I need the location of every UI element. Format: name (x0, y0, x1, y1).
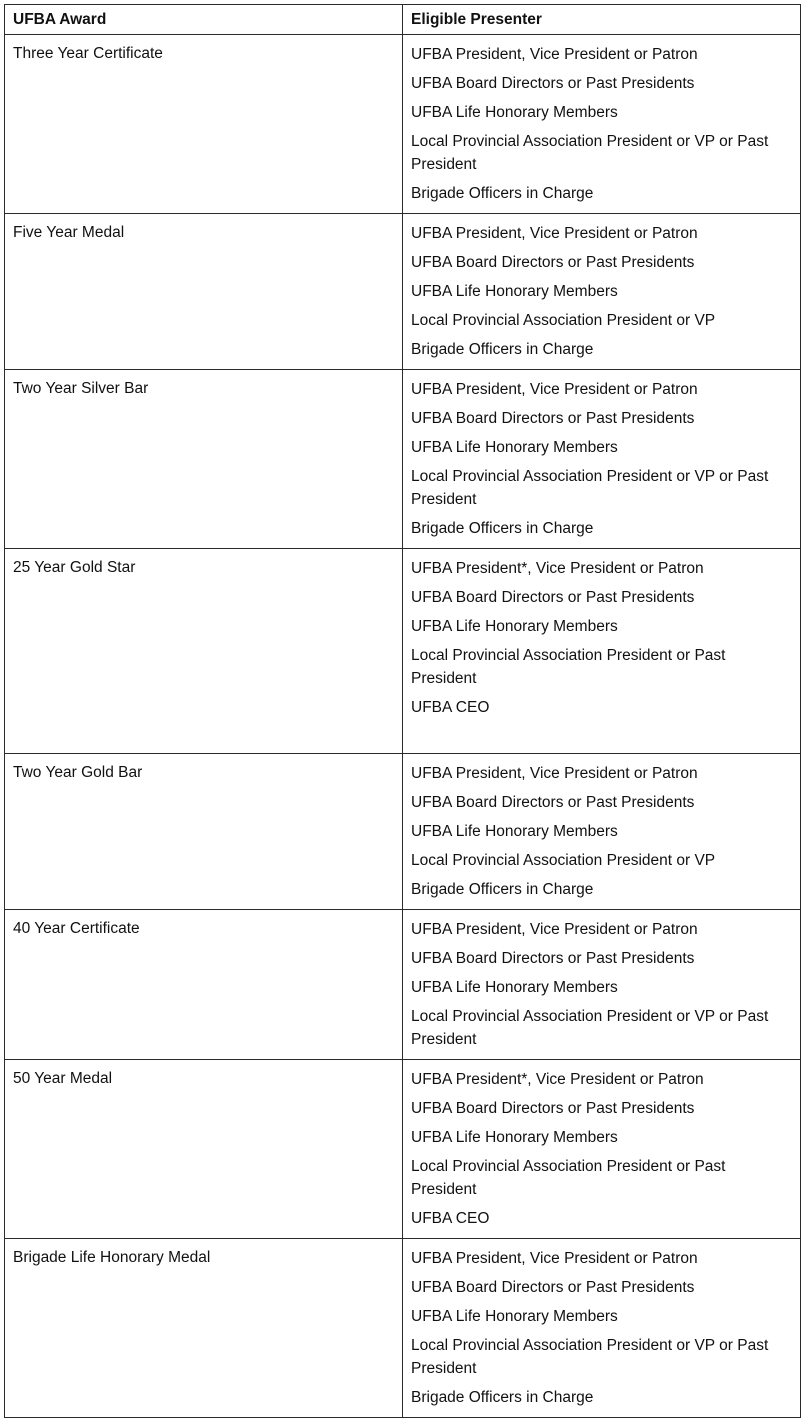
presenter-list (403, 549, 801, 754)
award-name: Two Year Gold Bar (5, 754, 403, 910)
empty-line (411, 725, 792, 749)
presenter-list (403, 754, 801, 910)
presenter-item: UFBA Life Honorary Members (411, 1308, 618, 1325)
presenter-list (403, 1060, 801, 1239)
presenter-item: Local Provincial Association President or VP or Past President (411, 468, 769, 508)
presenter-item: Local Provincial Association President or VP or Past President (411, 133, 769, 173)
presenter-item: Local Provincial Association President or VP (411, 852, 716, 869)
presenter-item: Brigade Officers in Charge (411, 881, 594, 898)
presenter-item: UFBA Board Directors or Past Presidents (411, 794, 695, 811)
header-award: UFBA Award (5, 5, 403, 35)
presenter-item: UFBA President, Vice President or Patron (411, 381, 698, 398)
presenter-item: UFBA President*, Vice President or Patron (411, 560, 704, 577)
presenter-item: Brigade Officers in Charge (411, 341, 594, 358)
presenter-item: UFBA President, Vice President or Patron (411, 921, 698, 938)
presenter-item: UFBA CEO (411, 1210, 490, 1227)
table-row (5, 1239, 801, 1418)
table-header-row (5, 5, 801, 35)
table-row (5, 370, 801, 549)
presenter-item: UFBA President, Vice President or Patron (411, 46, 698, 63)
table-row (5, 35, 801, 214)
award-name: Five Year Medal (5, 214, 403, 370)
presenter-item: Brigade Officers in Charge (411, 520, 594, 537)
presenter-item: UFBA Life Honorary Members (411, 823, 618, 840)
presenter-list (403, 214, 801, 370)
presenter-item: UFBA President, Vice President or Patron (411, 225, 698, 242)
presenter-item: UFBA President, Vice President or Patron (411, 1250, 698, 1267)
table-row (5, 214, 801, 370)
presenter-item: Local Provincial Association President or VP (411, 312, 716, 329)
presenter-item: UFBA Life Honorary Members (411, 439, 618, 456)
presenter-item: UFBA Board Directors or Past Presidents (411, 410, 695, 427)
presenter-item: UFBA Life Honorary Members (411, 979, 618, 996)
presenter-item: Brigade Officers in Charge (411, 1389, 594, 1406)
presenter-item: Local Provincial Association President or Past President (411, 1158, 726, 1198)
presenter-item: UFBA President*, Vice President or Patron (411, 1071, 704, 1088)
presenter-item: Local Provincial Association President or Past President (411, 647, 726, 687)
award-name: 25 Year Gold Star (5, 549, 403, 754)
presenter-item: Local Provincial Association President or VP or Past President (411, 1008, 769, 1048)
presenter-item: UFBA Life Honorary Members (411, 104, 618, 121)
presenter-item: Brigade Officers in Charge (411, 185, 594, 202)
presenter-item: UFBA Board Directors or Past Presidents (411, 589, 695, 606)
presenter-item: UFBA Life Honorary Members (411, 283, 618, 300)
presenter-list (403, 1239, 801, 1418)
presenter-item: UFBA Board Directors or Past Presidents (411, 75, 695, 92)
presenter-list (403, 35, 801, 214)
header-presenter: Eligible Presenter (403, 5, 801, 35)
presenter-item: UFBA President, Vice President or Patron (411, 765, 698, 782)
award-name: 40 Year Certificate (5, 910, 403, 1060)
award-name: Two Year Silver Bar (5, 370, 403, 549)
award-name: Brigade Life Honorary Medal (5, 1239, 403, 1418)
table-row (5, 1060, 801, 1239)
table-row (5, 754, 801, 910)
presenter-item: UFBA Life Honorary Members (411, 618, 618, 635)
award-presenter-table (4, 4, 801, 1418)
presenter-item: Local Provincial Association President or VP or Past President (411, 1337, 769, 1377)
award-name: Three Year Certificate (5, 35, 403, 214)
table-row (5, 549, 801, 754)
presenter-item: UFBA Board Directors or Past Presidents (411, 254, 695, 271)
table-body (5, 35, 801, 1418)
presenter-item: UFBA Board Directors or Past Presidents (411, 1100, 695, 1117)
presenter-item: UFBA Board Directors or Past Presidents (411, 1279, 695, 1296)
presenter-item: UFBA Life Honorary Members (411, 1129, 618, 1146)
presenter-list (403, 910, 801, 1060)
presenter-list (403, 370, 801, 549)
award-name: 50 Year Medal (5, 1060, 403, 1239)
presenter-item: UFBA Board Directors or Past Presidents (411, 950, 695, 967)
presenter-item: UFBA CEO (411, 699, 490, 716)
table-row (5, 910, 801, 1060)
